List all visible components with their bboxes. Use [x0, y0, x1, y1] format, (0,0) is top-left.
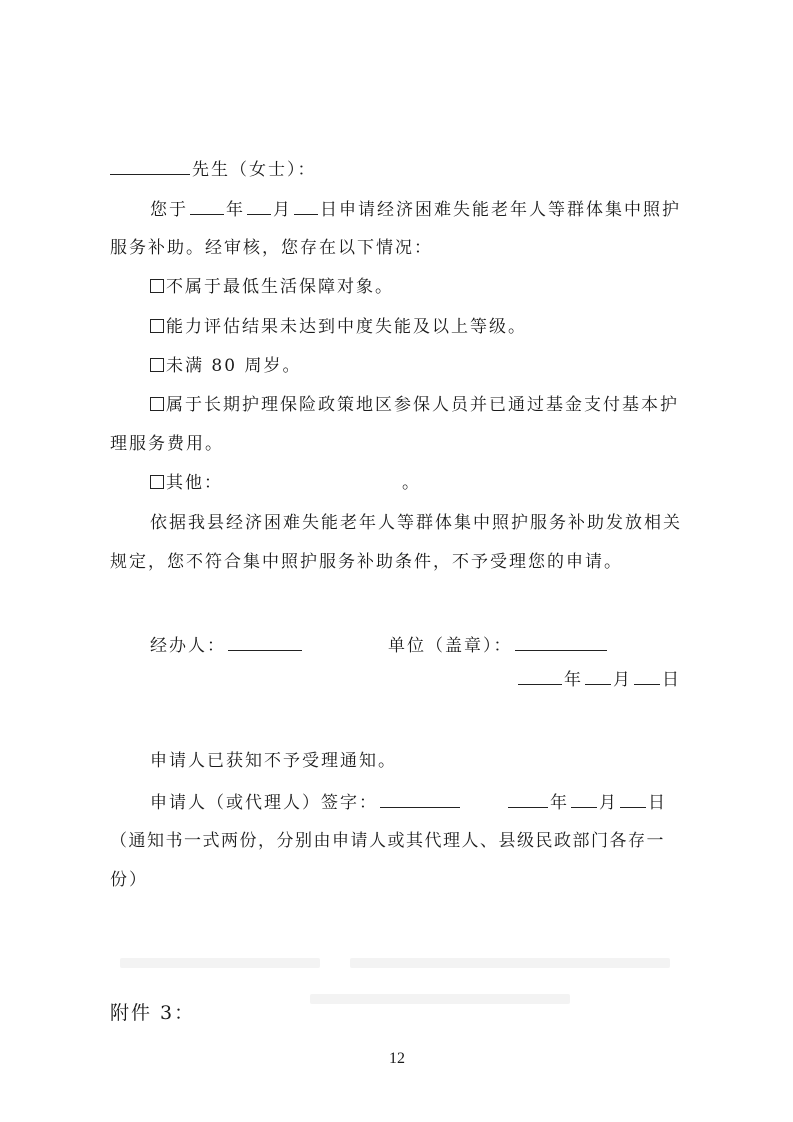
option-3 [150, 355, 301, 377]
intro-day-text: 日申请经济困难失能老年人等群体集中照护 [320, 200, 681, 220]
checkbox[interactable] [150, 475, 164, 489]
year-blank[interactable] [190, 198, 224, 215]
unit-line [388, 634, 609, 657]
note-line-2: 份） [110, 870, 148, 890]
applicant-signature-line [150, 791, 462, 814]
handler-label: 经办人： [150, 636, 226, 656]
intro-line-2: 服务补助。经审核，您存在以下情况： [110, 238, 433, 258]
signature-label: 申请人（或代理人）签字： [150, 793, 378, 813]
signature-blank[interactable] [380, 791, 460, 808]
sign-day: 日 [662, 670, 681, 690]
applicant-month-blank[interactable] [571, 791, 597, 808]
intro-line-1 [150, 198, 681, 221]
option-2 [150, 316, 527, 338]
intro-year: 年 [226, 200, 245, 220]
other-end-mark: 。 [402, 473, 421, 493]
page-number: 12 [389, 1050, 405, 1067]
option-text: 未满 80 周岁。 [166, 356, 302, 376]
applicant-date [508, 791, 667, 814]
option-text: 能力评估结果未达到中度失能及以上等级。 [166, 317, 527, 337]
applicant-day-blank[interactable] [620, 791, 646, 808]
checkbox[interactable] [150, 358, 164, 372]
sign-day-blank[interactable] [634, 668, 660, 685]
option-text: 属于长期护理保险政策地区参保人员并已通过基金支付基本护 [166, 395, 679, 415]
sign-date [518, 668, 681, 691]
unit-label: 单位（盖章）： [388, 636, 513, 656]
handler-line [150, 634, 304, 657]
handler-blank[interactable] [228, 634, 302, 651]
bleed-through-mark [350, 958, 670, 968]
option-text: 其他： [166, 473, 223, 493]
salutation [110, 158, 317, 181]
sign-month-blank[interactable] [585, 668, 611, 685]
checkbox[interactable] [150, 279, 164, 293]
applicant-year-blank[interactable] [508, 791, 548, 808]
intro-prefix: 您于 [150, 200, 188, 220]
option-1 [150, 276, 394, 298]
attachment-label: 附件 3： [110, 1002, 196, 1024]
basis-line-1: 依据我县经济困难失能老年人等群体集中照护服务补助发放相关 [150, 513, 682, 533]
basis-line-2: 规定，您不符合集中照护服务补助条件，不予受理您的申请。 [110, 552, 623, 572]
month-blank[interactable] [247, 198, 271, 215]
intro-month: 月 [273, 200, 292, 220]
checkbox[interactable] [150, 319, 164, 333]
option-5 [150, 472, 223, 494]
sign-month: 月 [613, 670, 632, 690]
applicant-year: 年 [550, 793, 569, 813]
bleed-through-mark [310, 994, 570, 1004]
salutation-suffix: 先生（女士）： [192, 160, 317, 180]
option-4-continued: 理服务费用。 [110, 434, 224, 454]
unit-blank[interactable] [515, 634, 607, 651]
option-text: 不属于最低生活保障对象。 [166, 277, 394, 297]
applicant-ack: 申请人已获知不予受理通知。 [150, 751, 397, 771]
bleed-through-mark [120, 958, 320, 968]
note-line-1: （通知书一式两份，分别由申请人或其代理人、县级民政部门各存一 [110, 831, 665, 851]
option-4 [150, 394, 679, 416]
sign-year: 年 [564, 670, 583, 690]
applicant-month: 月 [599, 793, 618, 813]
sign-year-blank[interactable] [518, 668, 562, 685]
checkbox[interactable] [150, 397, 164, 411]
name-blank[interactable] [110, 158, 190, 175]
day-blank[interactable] [294, 198, 318, 215]
applicant-day: 日 [648, 793, 667, 813]
